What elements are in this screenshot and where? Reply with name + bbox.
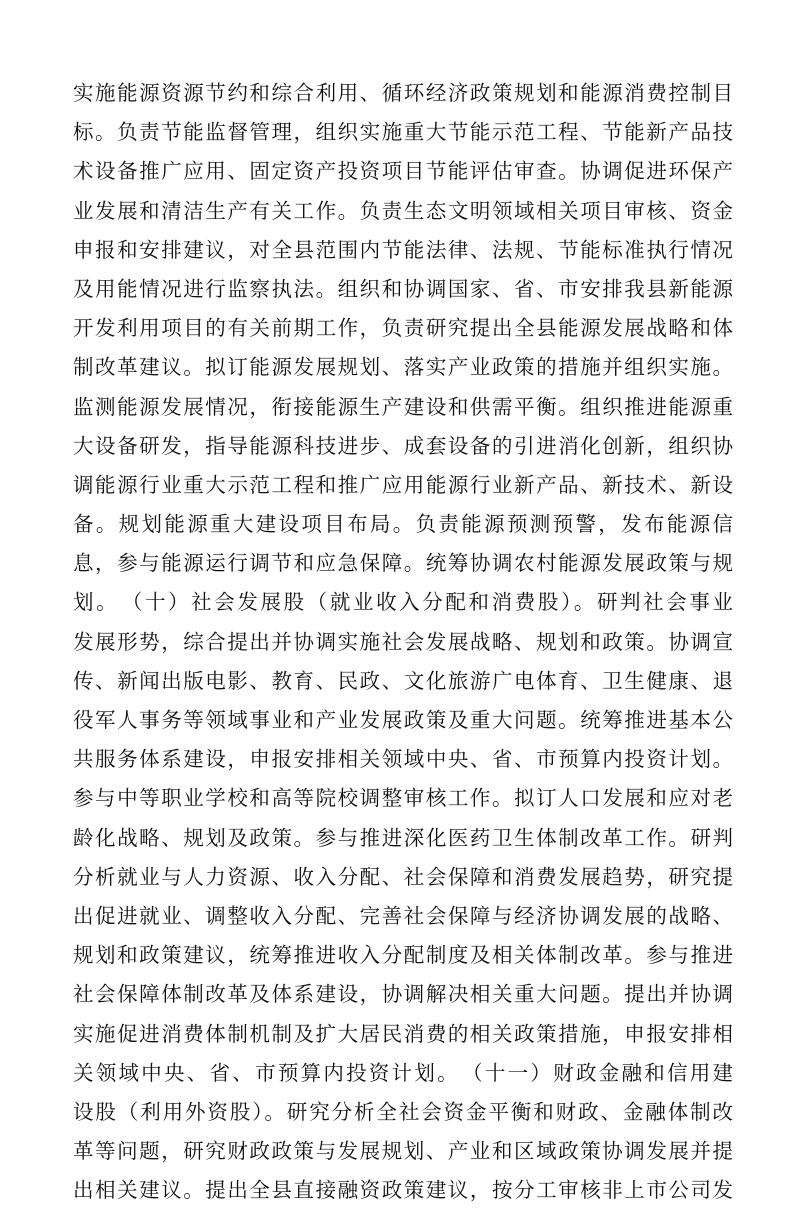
text-line: 息，参与能源运行调节和应急保障。统筹协调农村能源发展政策与规 bbox=[73, 551, 733, 576]
text-line: 发展形势，综合提出并协调实施社会发展战略、规划和政策。协调宣 bbox=[73, 629, 733, 654]
text-line: 划。 （十）社会发展股（就业收入分配和消费股）。研判社会事业 bbox=[73, 590, 733, 615]
text-line: 传、新闻出版电影、教育、民政、文化旅游广电体育、卫生健康、退 bbox=[73, 668, 733, 693]
text-line: 标。负责节能监督管理，组织实施重大节能示范工程、节能新产品技 bbox=[73, 120, 733, 145]
text-line: 设股（利用外资股）。研究分析全社会资金平衡和财政、金融体制改 bbox=[73, 1099, 733, 1124]
text-line: 大设备研发，指导能源科技进步、成套设备的引进消化创新，组织协 bbox=[73, 433, 733, 458]
text-line: 申报和安排建议，对全县范围内节能法律、法规、节能标准执行情况 bbox=[73, 237, 733, 262]
body-text bbox=[73, 74, 733, 1210]
text-line: 共服务体系建设，申报安排相关领域中央、省、市预算内投资计划。 bbox=[73, 747, 733, 772]
text-line: 参与中等职业学校和高等院校调整审核工作。拟订人口发展和应对老 bbox=[73, 786, 733, 811]
text-line: 革等问题，研究财政政策与发展规划、产业和区域政策协调发展并提 bbox=[73, 1139, 733, 1164]
text-line: 实施促进消费体制机制及扩大居民消费的相关政策措施，申报安排相 bbox=[73, 1021, 733, 1046]
text-line: 社会保障体制改革及体系建设，协调解决相关重大问题。提出并协调 bbox=[73, 982, 733, 1007]
text-line: 制改革建议。拟订能源发展规划、落实产业政策的措施并组织实施。 bbox=[73, 355, 733, 380]
text-line: 业发展和清洁生产有关工作。负责生态文明领域相关项目审核、资金 bbox=[73, 198, 733, 223]
text-line: 分析就业与人力资源、收入分配、社会保障和消费发展趋势，研究提 bbox=[73, 864, 733, 889]
text-line: 及用能情况进行监察执法。组织和协调国家、省、市安排我县新能源 bbox=[73, 276, 733, 301]
text-line: 调能源行业重大示范工程和推广应用能源行业新产品、新技术、新设 bbox=[73, 472, 733, 497]
text-line: 龄化战略、规划及政策。参与推进深化医药卫生体制改革工作。研判 bbox=[73, 825, 733, 850]
text-line: 开发利用项目的有关前期工作，负责研究提出全县能源发展战略和体 bbox=[73, 316, 733, 341]
text-line: 规划和政策建议，统筹推进收入分配制度及相关体制改革。参与推进 bbox=[73, 943, 733, 968]
text-line: 备。规划能源重大建设项目布局。负责能源预测预警，发布能源信 bbox=[73, 512, 733, 537]
text-line: 役军人事务等领域事业和产业发展政策及重大问题。统筹推进基本公 bbox=[73, 708, 733, 732]
text-line: 监测能源发展情况，衔接能源生产建设和供需平衡。组织推进能源重 bbox=[73, 394, 733, 419]
text-line: 实施能源资源节约和综合利用、循环经济政策规划和能源消费控制目 bbox=[73, 81, 733, 105]
text-line: 出促进就业、调整收入分配、完善社会保障与经济协调发展的战略、 bbox=[73, 903, 733, 928]
text-line: 术设备推广应用、固定资产投资项目节能评估审查。协调促进环保产 bbox=[73, 159, 733, 184]
text-line: 出相关建议。提出全县直接融资政策建议，按分工审核非上市公司发 bbox=[73, 1178, 733, 1203]
text-line: 关领域中央、省、市预算内投资计划。 （十一）财政金融和信用建 bbox=[73, 1060, 733, 1085]
